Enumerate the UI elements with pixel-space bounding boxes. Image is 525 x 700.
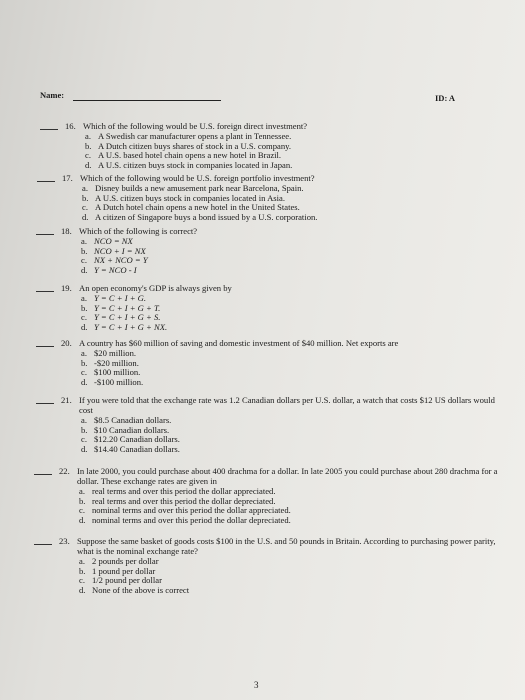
answer-blank [34,544,52,545]
question-stem: Which of the following would be U.S. foreign portfolio investment? [80,173,315,183]
question-number: 22. [59,466,70,476]
choice-a: a. NCO = NX [81,236,133,246]
choice-c: c. nominal terms and over this period the dollar appreciated. [79,505,291,516]
choice-b: b. 1 pound per dollar [79,565,156,576]
choice-c: c. $100 million. [81,367,141,378]
choice-b: b. $10 Canadian dollars. [81,424,170,435]
choice-b: b. Y = C + I + G + T. [81,302,161,313]
choice-d: d. -$100 million. [81,376,144,387]
answer-blank [37,181,55,182]
answer-blank [40,129,58,130]
question-stem: In late 2000, you could purchase about 400 drachma for a dollar. In late 2005 you could purchase about 280 drachma for a dollar. These exchange rates are given in [77,466,498,486]
choice-b: b. real terms and over this period the dollar depreciated. [79,495,276,506]
choice-list [82,184,317,222]
choice-list [81,237,148,275]
question-stem: Which of the following is correct? [79,226,198,236]
choice-list [79,487,291,525]
answer-blank [36,291,54,292]
choice-a: a. $20 million. [81,348,137,358]
choice-d: d. nominal terms and over this period the dollar depreciated. [79,514,291,525]
choice-d: d. A U.S. citizen buys stock in companies located in Japan. [85,159,293,170]
question-stem: A country has $60 million of saving and domestic investment of $40 million. Net exports are [79,338,399,348]
choice-d: d. Y = NCO - I [81,264,137,275]
choice-c: c. Y = C + I + G + S. [81,312,161,323]
question-stem: Which of the following would be U.S. foreign direct investment? [83,121,308,131]
choice-b: b. A U.S. citizen buys stock in companies located in Asia. [82,192,285,203]
answer-blank [36,403,54,404]
page-header [40,90,480,108]
choice-list [81,416,180,454]
choice-d: d. A citizen of Singapore buys a bond issued by a U.S. corporation. [82,211,318,222]
question-number: 19. [61,283,72,293]
choice-list [81,294,167,332]
id-label: ID: A [435,93,456,103]
answer-blank [34,474,52,475]
choice-a: a. 2 pounds per dollar [79,556,159,566]
choice-a: a. $8.5 Canadian dollars. [81,415,172,425]
question-stem: If you were told that the exchange rate was 1.2 Canadian dollars per U.S. dollar, a watch that costs $12 US dollars would cost [79,395,495,415]
choice-b: b. -$20 million. [81,357,139,368]
question-stem: Suppose the same basket of goods costs $100 in the U.S. and 50 pounds in Britain. According to purchasing power parity, what is the nominal exchange rate? [77,536,496,556]
choice-d: d. None of the above is correct [79,584,190,595]
choice-c: c. $12.20 Canadian dollars. [81,434,180,445]
choice-b: b. A Dutch citizen buys shares of stock in a U.S. company. [85,140,292,151]
page-number: 3 [254,680,259,690]
question-number: 23. [59,536,70,546]
question-number: 21. [61,395,72,405]
question-stem: An open economy's GDP is always given by [79,283,232,293]
choice-a: a. Disney builds a new amusement park near Barcelona, Spain. [82,183,304,193]
choice-c: c. 1/2 pound per dollar [79,575,162,586]
choice-d: d. $14.40 Canadian dollars. [81,443,180,454]
answer-blank [36,346,54,347]
question-number: 20. [61,338,72,348]
choice-list [85,132,292,170]
choice-d: d. Y = C + I + G + NX. [81,321,168,332]
choice-b: b. NCO + I = NX [81,245,146,256]
choice-c: c. A U.S. based hotel chain opens a new hotel in Brazil. [85,150,282,161]
question-number: 16. [65,121,76,131]
choice-list [81,349,143,387]
choice-a: a. A Swedish car manufacturer opens a plant in Tennessee. [85,131,292,141]
choice-c: c. NX + NCO = Y [81,255,148,266]
name-label: Name: [40,90,65,100]
choice-c: c. A Dutch hotel chain opens a new hotel in the United States. [82,202,300,213]
choice-a: a. Y = C + I + G. [81,293,147,303]
name-field-line [73,100,221,101]
choice-list [79,557,189,595]
question-number: 17. [62,173,73,183]
answer-blank [36,234,54,235]
question-number: 18. [61,226,72,236]
choice-a: a. real terms and over this period the dollar appreciated. [79,486,276,496]
